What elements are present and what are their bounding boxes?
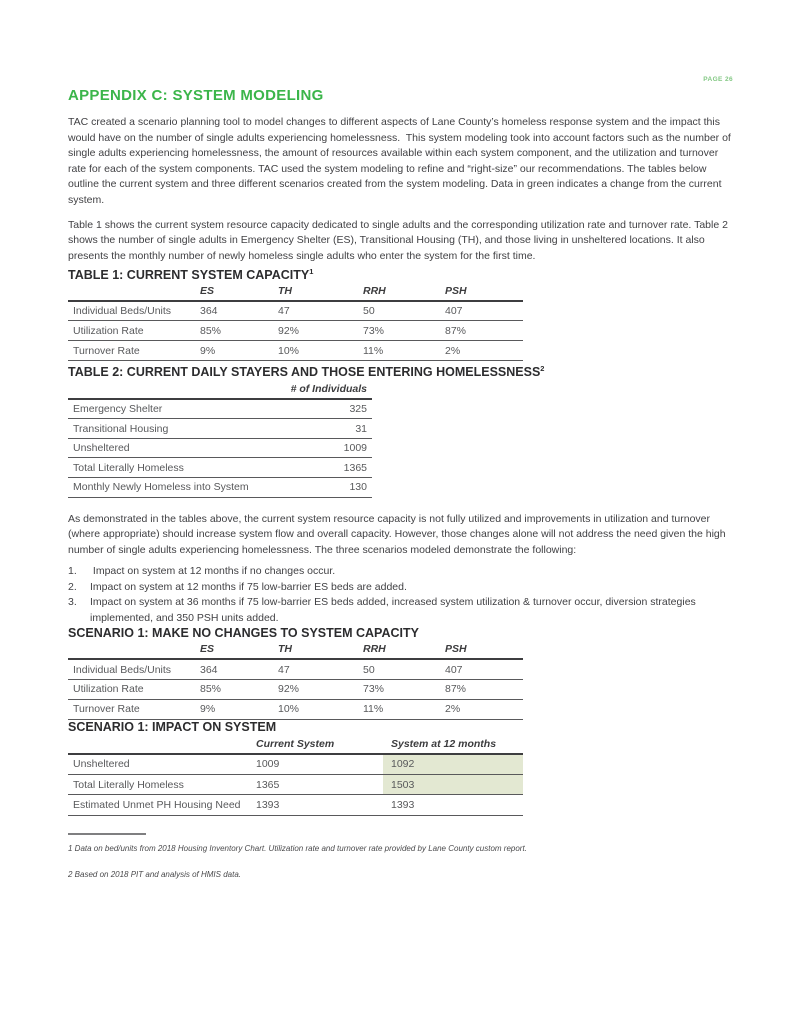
table1-title	[68, 264, 737, 283]
table1-header-th: TH	[278, 284, 292, 297]
table2-title	[68, 361, 737, 380]
row-label: Unsheltered	[73, 758, 130, 771]
cell-value: 130	[349, 481, 367, 494]
cell-value: 9%	[200, 344, 216, 357]
cell-value: 1009	[256, 758, 280, 771]
cell-value: 9%	[200, 703, 216, 716]
cell-value-highlighted: 1503	[383, 774, 523, 795]
cell-value: 1393	[256, 799, 280, 812]
cell-value: 11%	[363, 344, 384, 357]
table2-header-individuals: # of Individuals	[290, 383, 367, 396]
table-row	[68, 659, 523, 679]
row-label: Individual Beds/Units	[73, 304, 172, 317]
row-label: Turnover Rate	[73, 703, 140, 716]
footnote-separator	[68, 833, 146, 835]
cell-value: 325	[349, 403, 367, 416]
row-label: Turnover Rate	[73, 344, 140, 357]
cell-value: 2%	[445, 703, 461, 716]
scenario1-header-rrh: RRH	[363, 643, 386, 656]
row-label: Estimated Unmet PH Housing Need	[73, 799, 241, 812]
cell-value: 2%	[445, 344, 461, 357]
tables-description-paragraph: Table 1 shows the current system resource capacity dedicated to single adults and the corresponding utilization rate and turnover rate. Table 2 shows the number of single adults in Emergency Shelter (ES), Transitional Housing (TH), and those living in unsheltered locations. It also presents the monthly number of newly homeless single adults who enter the system for the first time.	[68, 218, 731, 262]
table1-header-row	[68, 285, 523, 301]
cell-value: 1365	[256, 778, 280, 791]
impact-header-blank	[68, 738, 256, 754]
table2-title-text: TABLE 2: CURRENT DAILY STAYERS AND THOSE ENTERING HOMELESSNESS	[68, 365, 541, 380]
scenario1-impact-table	[68, 738, 523, 816]
page-number-label: PAGE 26	[703, 76, 733, 83]
cell-value: 407	[445, 304, 463, 317]
footnote-1: 1 Data on bed/units from 2018 Housing Inventory Chart. Utilization rate and turnover rate provided by Lane County custom report.	[68, 843, 527, 853]
table1-header-blank	[68, 285, 200, 301]
cell-value: 87%	[445, 324, 467, 337]
list-item-number: 3.	[68, 596, 77, 609]
scenario1-header-psh: PSH	[445, 643, 467, 656]
table-row	[68, 419, 372, 439]
table-row	[68, 679, 523, 699]
row-label: Total Literally Homeless	[73, 778, 184, 791]
cell-value: 92%	[278, 324, 300, 337]
cell-value: 364	[200, 663, 218, 676]
table-row	[68, 795, 523, 816]
list-item-number: 2.	[68, 580, 77, 593]
cell-value: 85%	[200, 683, 222, 696]
cell-value: 1009	[343, 442, 367, 455]
table1-header-psh: PSH	[445, 284, 467, 297]
row-label: Utilization Rate	[73, 324, 144, 337]
table1-current-system-capacity	[68, 285, 523, 362]
cell-value: 31	[355, 422, 367, 435]
row-label: Emergency Shelter	[73, 403, 163, 416]
scenario1-capacity-title: SCENARIO 1: MAKE NO CHANGES TO SYSTEM CAPACITY	[68, 626, 419, 641]
list-item	[68, 564, 737, 580]
list-item	[68, 595, 737, 626]
scenario1-header-blank	[68, 643, 200, 659]
page-content	[0, 87, 800, 879]
cell-value-highlighted: 1092	[383, 754, 523, 775]
scenario1-header-th: TH	[278, 643, 292, 656]
list-item-text: Impact on system at 12 months if 75 low-barrier ES beds are added.	[90, 580, 407, 593]
table-row	[68, 301, 523, 321]
table1-title-text: TABLE 1: CURRENT SYSTEM CAPACITY	[68, 268, 310, 283]
cell-value: 1393	[391, 799, 415, 812]
row-label: Monthly Newly Homeless into System	[73, 481, 249, 494]
row-label: Total Literally Homeless	[73, 461, 184, 474]
cell-value: 10%	[278, 344, 300, 357]
table-row	[68, 341, 523, 361]
cell-value: 50	[363, 663, 375, 676]
scenario1-capacity-header-row	[68, 643, 523, 659]
scenario1-capacity-table	[68, 643, 523, 720]
scenario1-header-es: ES	[200, 643, 215, 656]
list-item	[68, 580, 737, 596]
table-row	[68, 438, 372, 458]
cell-value: 92%	[278, 683, 300, 696]
table-row	[68, 699, 523, 719]
impact-header-current: Current System	[256, 737, 335, 750]
table-row	[68, 399, 372, 419]
cell-value: 1365	[343, 461, 367, 474]
row-label: Unsheltered	[73, 442, 130, 455]
analysis-paragraph: As demonstrated in the tables above, the current system resource capacity is not fully utilized and improvements in utilization and turnover (where appropriate) should increase system flow and overall capacity. However, those changes alone will not address the need given the high number of single adults experiencing homelessness. The three scenarios modeled demonstrate the following:	[68, 512, 729, 556]
table2-footnote-marker: 2	[540, 364, 545, 373]
table1-header-rrh: RRH	[363, 284, 386, 297]
list-item-text: Impact on system at 36 months if 75 low-barrier ES beds added, increased system utilization & turnover occur, diversion strategies implemented, and 350 PSH units added.	[90, 596, 699, 624]
cell-value: 47	[278, 304, 290, 317]
table-row	[68, 321, 523, 341]
cell-value: 85%	[200, 324, 222, 337]
footnote-2: 2 Based on 2018 PIT and analysis of HMIS data.	[68, 869, 241, 879]
table-row	[68, 478, 372, 498]
intro-paragraph: TAC created a scenario planning tool to model changes to different aspects of Lane County’s homeless response system and the impact this would have on the number of single adults experiencing homelessness. This system modeling took into account factors such as the number of single adults experiencing homelessness, the amount of resources available within each system component, and the utilization and turnover rate for each of the system components. TAC used the system modeling to refine and “right-size” our recommendations. The tables below outline the current system and three different scenarios created from the system modeling. Data in green indicates a change from the current system.	[68, 116, 734, 206]
row-label: Individual Beds/Units	[73, 663, 172, 676]
table-row	[68, 774, 523, 795]
row-label: Utilization Rate	[73, 683, 144, 696]
page-title: APPENDIX C: SYSTEM MODELING	[68, 87, 324, 104]
cell-value: 47	[278, 663, 290, 676]
list-item-text: Impact on system at 12 months if no changes occur.	[90, 565, 336, 578]
impact-header-row	[68, 738, 523, 754]
row-label: Transitional Housing	[73, 422, 169, 435]
cell-value: 364	[200, 304, 218, 317]
cell-value: 10%	[278, 703, 300, 716]
cell-value: 87%	[445, 683, 467, 696]
table-row	[68, 754, 523, 775]
cell-value: 73%	[363, 324, 385, 337]
cell-value: 50	[363, 304, 375, 317]
table2-header-row	[68, 383, 372, 399]
cell-value: 407	[445, 663, 463, 676]
list-item-number: 1.	[68, 565, 77, 578]
table1-footnote-marker: 1	[309, 267, 314, 277]
table1-header-es: ES	[200, 284, 215, 297]
table2-header-blank	[68, 383, 273, 399]
scenario1-impact-title: SCENARIO 1: IMPACT ON SYSTEM	[68, 719, 277, 734]
table2-daily-stayers	[68, 383, 372, 497]
impact-header-12months: System at 12 months	[391, 737, 497, 750]
scenario-list	[68, 564, 737, 626]
cell-value: 73%	[363, 683, 385, 696]
cell-value: 11%	[363, 703, 384, 716]
table-row	[68, 458, 372, 478]
